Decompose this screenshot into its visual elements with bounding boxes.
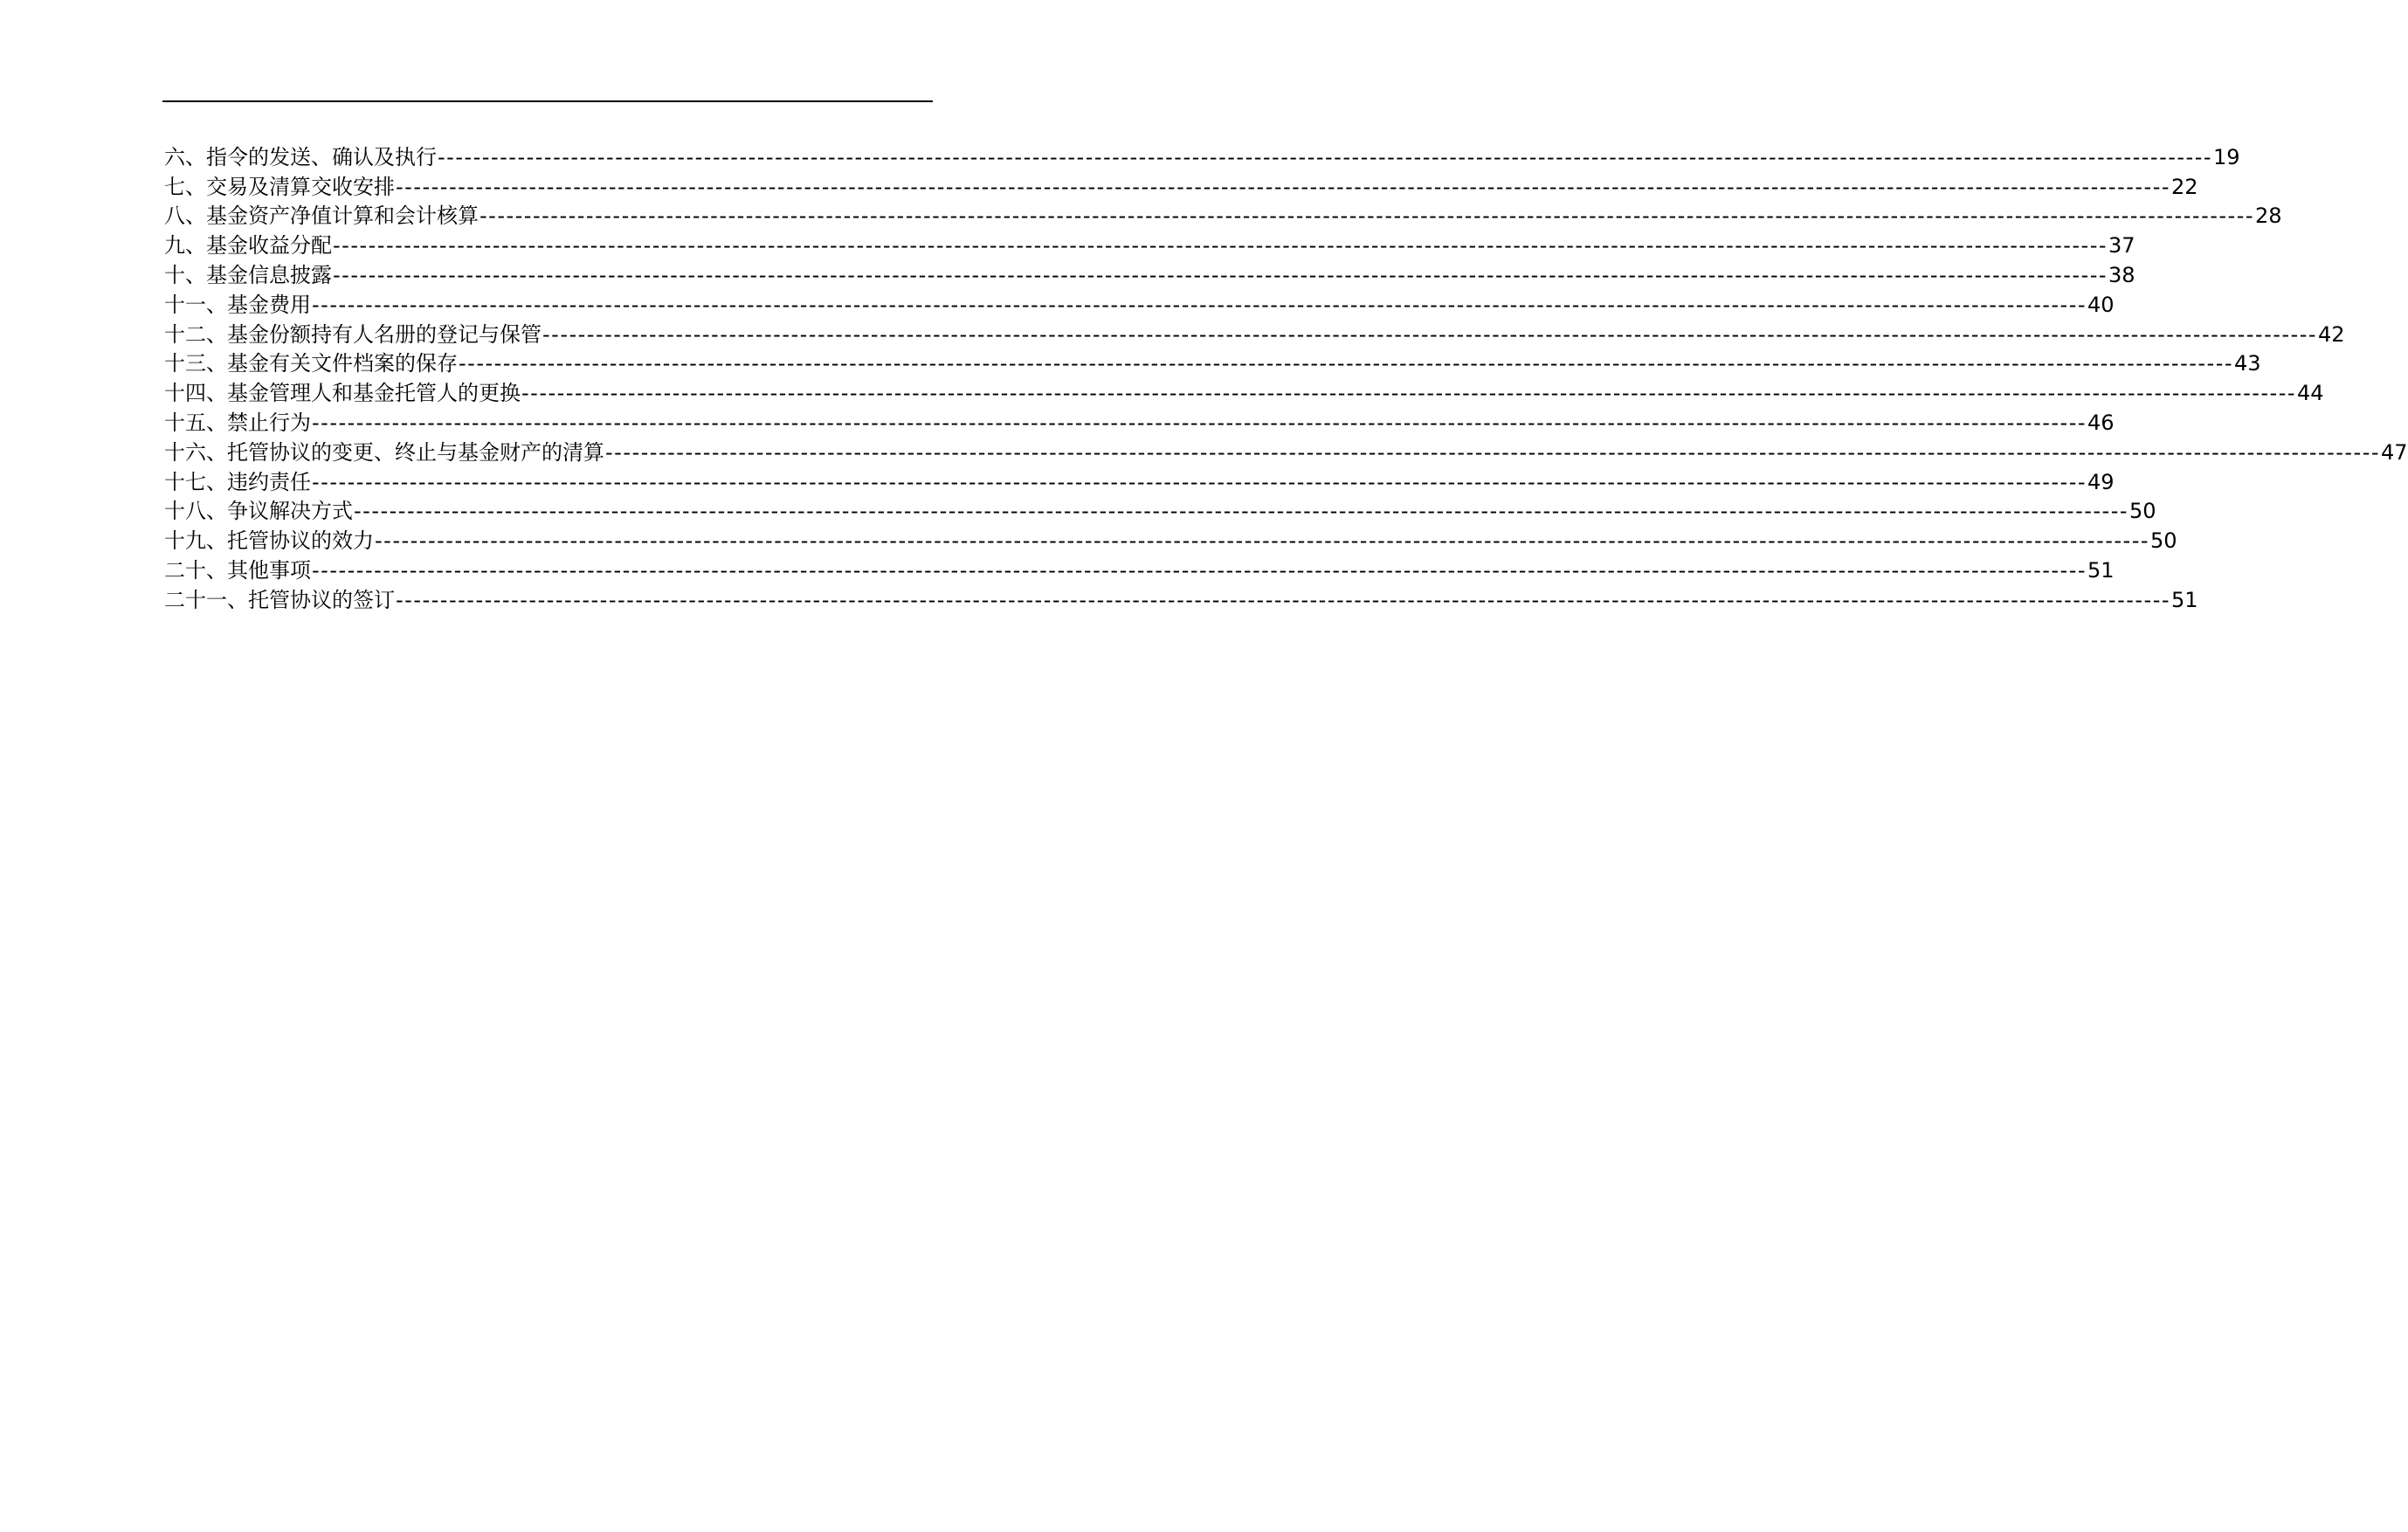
toc-entry-title: 十二、基金份额持有人名册的登记与保管: [164, 321, 542, 347]
toc-entry-page: 49: [2087, 469, 2115, 494]
toc-leader-dashes: --------------------------------------------------------------------------------------------------------------------------------------------------------------------------------------------------------: [333, 262, 2108, 287]
toc-leader-dashes: --------------------------------------------------------------------------------------------------------------------------------------------------------------------------------------------------------: [542, 321, 2318, 347]
toc-entry: [164, 585, 2198, 615]
toc-leader-dashes: --------------------------------------------------------------------------------------------------------------------------------------------------------------------------------------------------------: [333, 233, 2108, 259]
toc-entry-title: 十六、托管协议的变更、终止与基金财产的清算: [164, 439, 604, 465]
toc-entry-title: 十四、基金管理人和基金托管人的更换: [164, 381, 521, 406]
toc-entry: [164, 408, 2115, 438]
toc-leader-dashes: --------------------------------------------------------------------------------------------------------------------------------------------------------------------------------------------------------: [312, 292, 2087, 317]
toc-entry-title: 十九、托管协议的效力: [164, 528, 374, 554]
toc-entry-title: 七、交易及清算交收安排: [164, 174, 395, 199]
toc-entry-page: 43: [2234, 351, 2261, 376]
toc-entry: [164, 349, 2261, 379]
toc-entry: [164, 556, 2115, 585]
toc-entry-title: 十七、违约责任: [164, 469, 311, 494]
toc-entry-title: 十一、基金费用: [164, 292, 311, 317]
header-rule: [162, 100, 933, 102]
toc-entry: [164, 320, 2345, 349]
toc-leader-dashes: --------------------------------------------------------------------------------------------------------------------------------------------------------------------------------------------------------: [480, 204, 2255, 229]
toc-entry-title: 二十、其他事项: [164, 557, 311, 583]
toc-entry-page: 40: [2087, 292, 2115, 317]
toc-leader-dashes: --------------------------------------------------------------------------------------------------------------------------------------------------------------------------------------------------------: [438, 144, 2213, 169]
toc-leader-dashes: --------------------------------------------------------------------------------------------------------------------------------------------------------------------------------------------------------: [354, 499, 2129, 524]
toc-entry-page: 47: [2381, 439, 2408, 465]
toc-entry-page: 44: [2297, 381, 2324, 406]
toc-leader-dashes: --------------------------------------------------------------------------------------------------------------------------------------------------------------------------------------------------------: [605, 439, 2381, 465]
toc-entry: [164, 142, 2240, 172]
toc-leader-dashes: --------------------------------------------------------------------------------------------------------------------------------------------------------------------------------------------------------: [375, 528, 2150, 554]
toc-entry-page: 50: [2129, 499, 2156, 524]
table-of-contents: [164, 142, 2408, 615]
toc-entry-page: 22: [2171, 174, 2198, 199]
toc-entry: [164, 202, 2282, 231]
toc-entry-page: 51: [2171, 587, 2198, 612]
toc-entry: [164, 290, 2115, 320]
toc-entry-page: 28: [2255, 204, 2282, 229]
toc-entry-title: 十、基金信息披露: [164, 262, 332, 287]
toc-entry-page: 37: [2108, 233, 2135, 259]
toc-entry-title: 六、指令的发送、确认及执行: [164, 144, 437, 169]
toc-entry: [164, 438, 2408, 467]
toc-leader-dashes: --------------------------------------------------------------------------------------------------------------------------------------------------------------------------------------------------------: [312, 557, 2087, 583]
toc-entry: [164, 526, 2177, 556]
toc-entry-title: 九、基金收益分配: [164, 233, 332, 259]
toc-entry: [164, 231, 2135, 260]
toc-leader-dashes: --------------------------------------------------------------------------------------------------------------------------------------------------------------------------------------------------------: [312, 469, 2087, 494]
toc-entry: [164, 260, 2135, 290]
toc-entry-title: 十三、基金有关文件档案的保存: [164, 351, 458, 376]
toc-entry-title: 八、基金资产净值计算和会计核算: [164, 204, 479, 229]
toc-entry-page: 50: [2150, 528, 2177, 554]
toc-leader-dashes: --------------------------------------------------------------------------------------------------------------------------------------------------------------------------------------------------------: [459, 351, 2234, 376]
toc-entry-title: 二十一、托管协议的签订: [164, 587, 395, 612]
toc-entry: [164, 172, 2198, 202]
toc-leader-dashes: --------------------------------------------------------------------------------------------------------------------------------------------------------------------------------------------------------: [396, 174, 2171, 199]
toc-entry-page: 46: [2087, 410, 2115, 435]
toc-entry-title: 十八、争议解决方式: [164, 499, 353, 524]
toc-entry: [164, 497, 2156, 527]
toc-entry-page: 19: [2213, 144, 2240, 169]
toc-leader-dashes: --------------------------------------------------------------------------------------------------------------------------------------------------------------------------------------------------------: [396, 587, 2171, 612]
toc-entry-title: 十五、禁止行为: [164, 410, 311, 435]
toc-entry-page: 51: [2087, 557, 2115, 583]
toc-entry-page: 38: [2108, 262, 2135, 287]
toc-entry: [164, 378, 2324, 408]
toc-entry: [164, 467, 2115, 497]
toc-leader-dashes: --------------------------------------------------------------------------------------------------------------------------------------------------------------------------------------------------------: [521, 381, 2297, 406]
toc-leader-dashes: --------------------------------------------------------------------------------------------------------------------------------------------------------------------------------------------------------: [312, 410, 2087, 435]
toc-entry-page: 42: [2318, 321, 2345, 347]
